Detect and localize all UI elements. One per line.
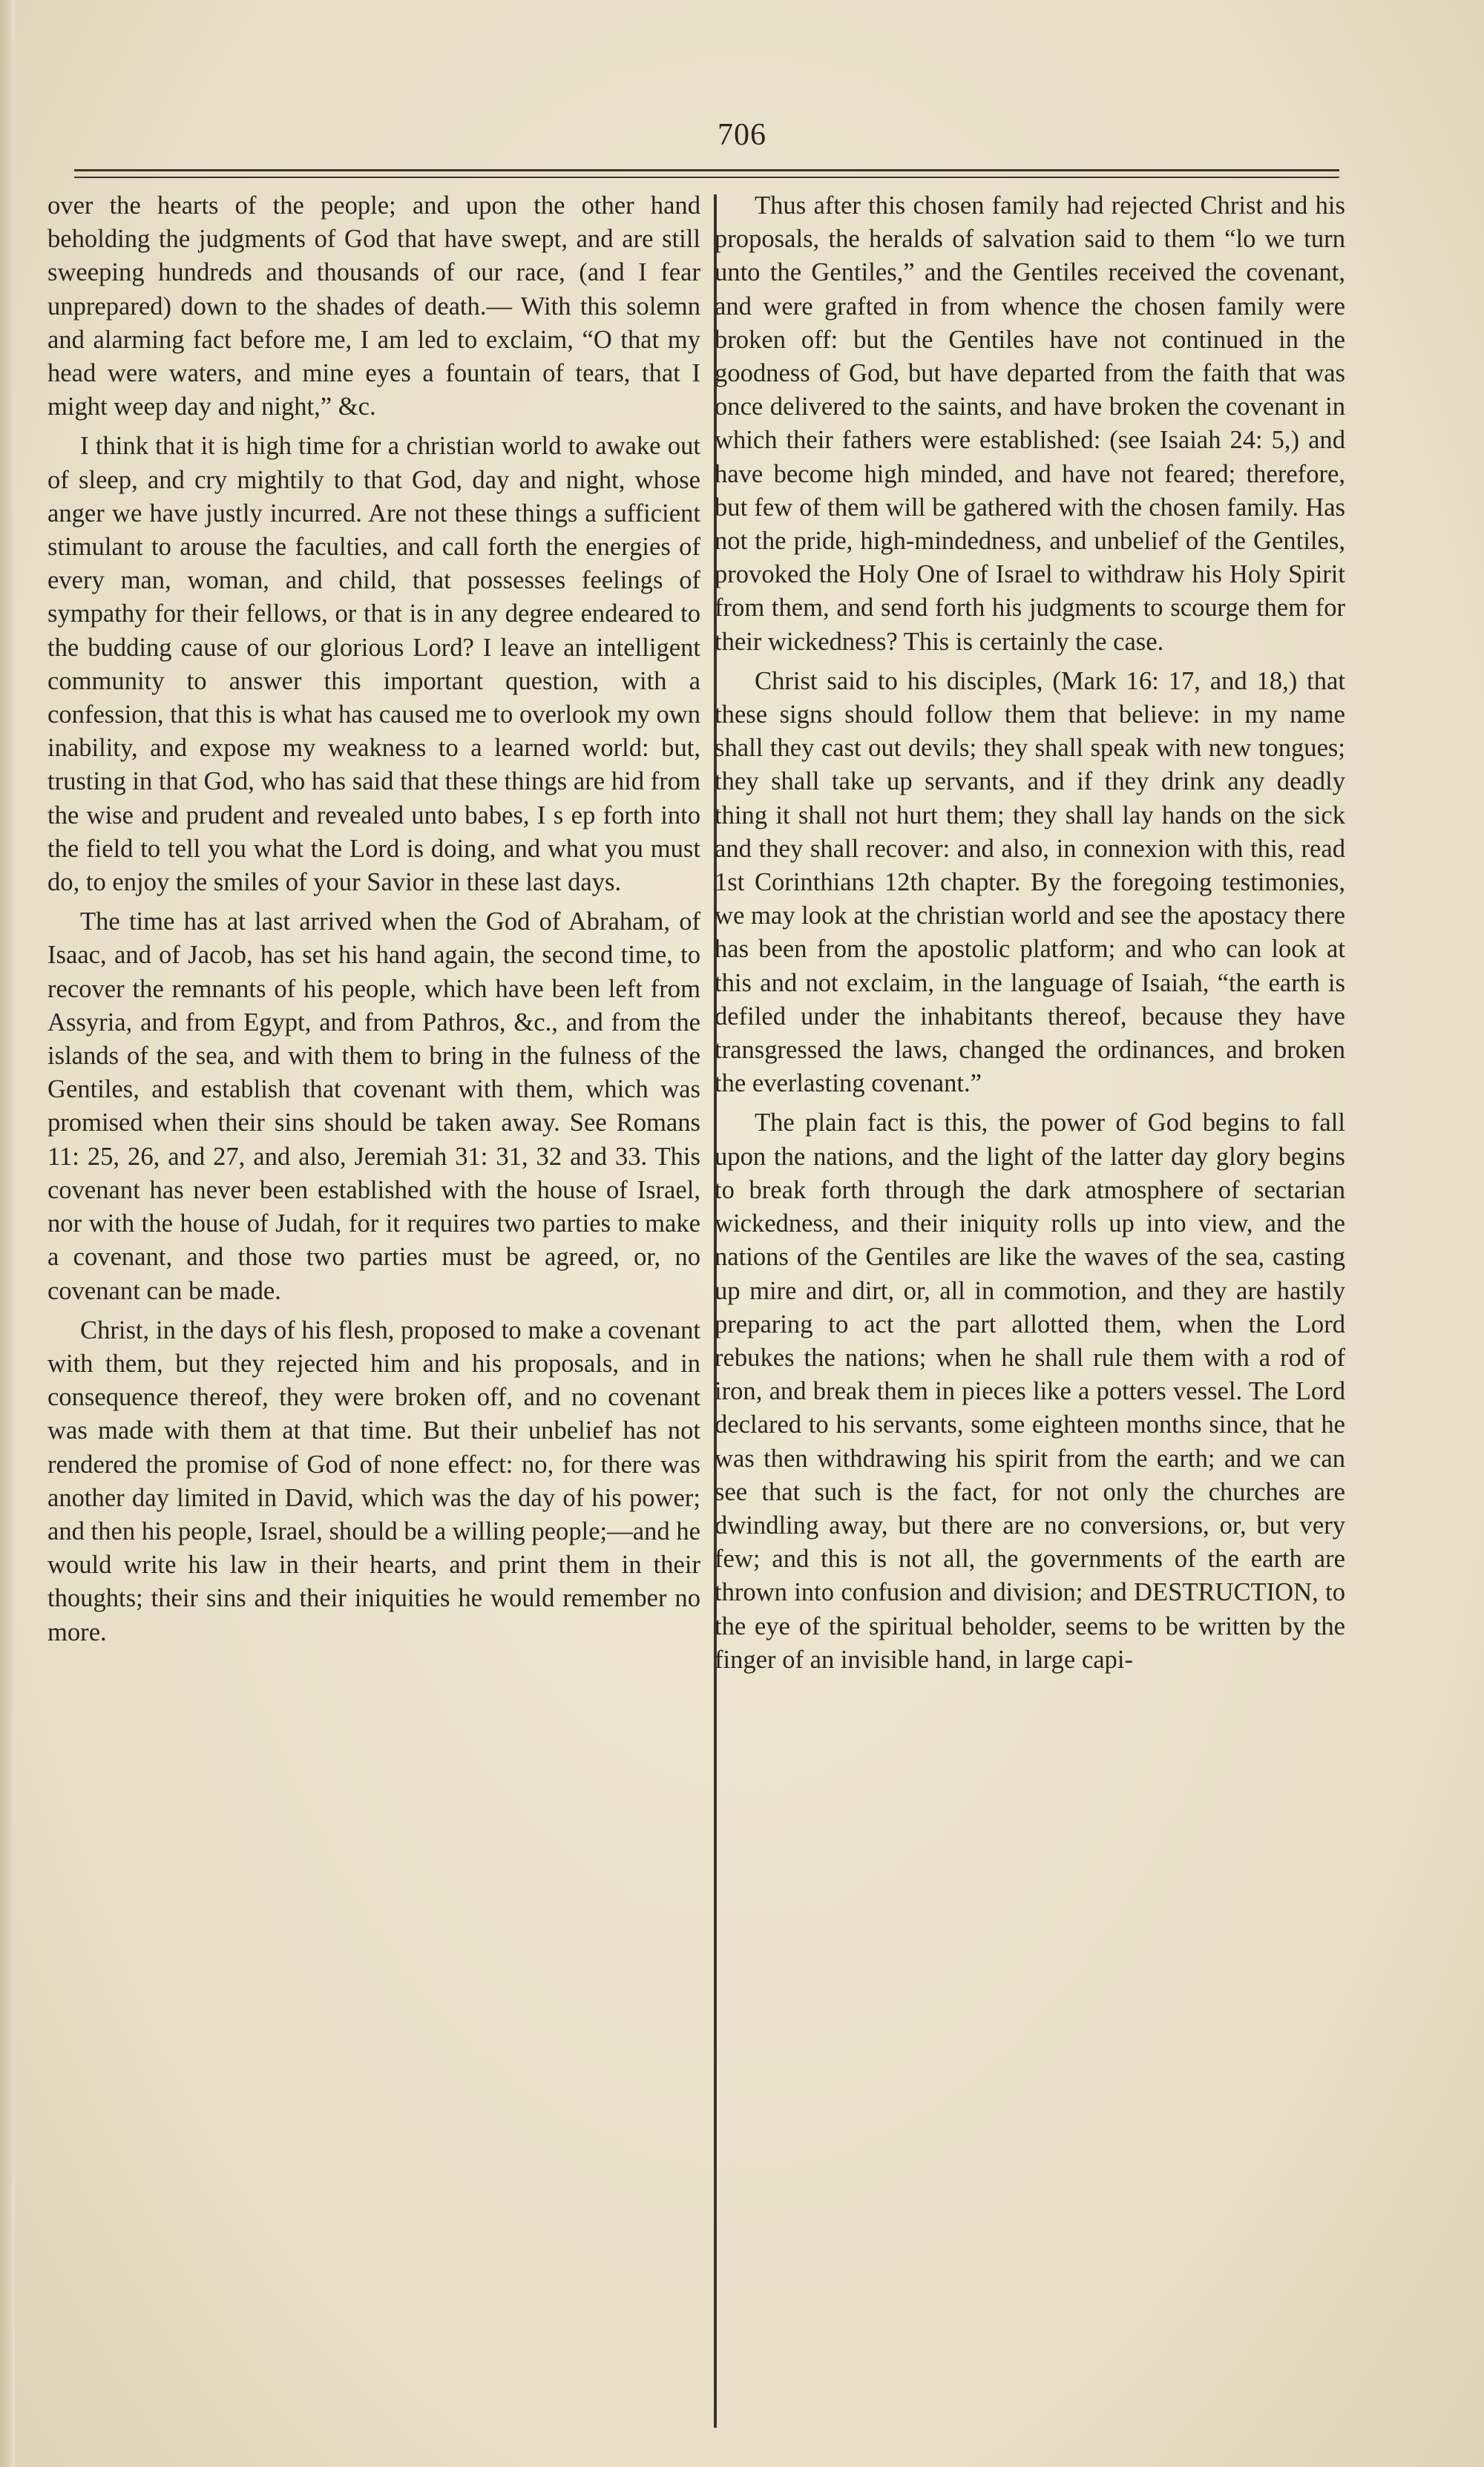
right-paragraph-3: The plain fact is this, the power of God begins to fall upon the nations, and the light of the latter day glory begins to break forth through the dark atmosphere of sectarian wickedness, and their iniquity rolls up into view, and the nations of the Gentiles are like the waves of the sea, casting up mire and dirt, or, all in commotion, and they are hastily preparing to act the part allotted them, when the Lord rebukes the nations; when he shall rule them with a rod of iron, and break them in pieces like a potters vessel. The Lord declared to his servants, some eighteen months since, that he was then withdrawing his spirit from the earth; and we can see that such is the fact, for not only the churches are dwindling away, but there are no conversions, or, but very few; and this is not all, the governments of the earth are thrown into confusion and division; and DESTRUCTION, to the eye of the spiritual beholder, seems to be written by the finger of an invisible hand, in large capi- [715, 1108, 1345, 1674]
left-paragraph-3: The time has at last arrived when the God of Abraham, of Isaac, and of Jacob, has set his hand again, the second time, to recover the remnants of his people, which have been left from Assyria, and from Egypt, and from Pathros, &c., and from the islands of the sea, and with them to bring in the fulness of the Gentiles, and establish that covenant with them, which was promised when their sins should be taken away. See Romans 11: 25, 26, and 27, and also, Jeremiah 31: 31, 32 and 33. This covenant has never been established with the house of Israel, nor with the house of Judah, for it requires two parties to make a covenant, and those two parties must be agreed, or, no covenant can be made. [47, 907, 700, 1305]
binding-edge [0, 0, 15, 2467]
right-paragraph-2: Christ said to his disciples, (Mark 16: 17, and 18,) that these signs should follow them that believe: in my name shall they cast out devils; they shall speak with new tongues; they shall take up servants, and if they drink any deadly thing it shall not hurt them; they shall lay hands on the sick and they shall recover: and also, in connexion with this, read 1st Corinthians 12th chapter. By the foregoing testimonies, we may look at the christian world and see the apostacy there has been from the apostolic platform; and who can look at this and not exclaim, in the language of Isaiah, “the earth is defiled under the inhabitants thereof, because they have transgressed the laws, changed the ordinances, and broken the everlasting covenant.” [715, 666, 1345, 1098]
left-column [47, 189, 700, 1649]
left-paragraph-1: over the hearts of the people; and upon the other hand beholding the judgments of God that have swept, and are still sweeping hundreds and thousands of our race, (and I fear unprepared) down to the shades of death.— With this solemn and alarming fact before me, I am led to exclaim, “O that my head were waters, and mine eyes a fountain of tears, that I might weep day and night,” &c. [47, 191, 700, 421]
page-number: 706 [718, 118, 766, 152]
right-paragraph-1: Thus after this chosen family had rejected Christ and his proposals, the heralds of salvation said to them “lo we turn unto the Gentiles,” and the Gentiles received the covenant, and were grafted in from whence the chosen family were broken off: but the Gentiles have not continued in the goodness of God, but have departed from the faith that was once delivered to the saints, and have broken the covenant in which their fathers were established: (see Isaiah 24: 5,) and have become high minded, and have not feared; therefore, but few of them will be gathered with the chosen family. Has not the pride, high-mindedness, and unbelief of the Gentiles, provoked the Holy One of Israel to withdraw his Holy Spirit from them, and send forth his judgments to scourge them for their wickedness? This is certainly the case. [715, 191, 1345, 656]
left-paragraph-2: I think that it is high time for a christian world to awake out of sleep, and cry mightily to that God, day and night, whose anger we have justly incurred. Are not these things a sufficient stimulant to arouse the faculties, and call forth the energies of every man, woman, and child, that possesses feelings of sympathy for their fellows, or that is in any degree endeared to the budding cause of our glorious Lord? I leave an intelligent community to answer this important question, with a confession, that this is what has caused me to overlook my own inability, and expose my weakness to a learned world: but, trusting in that God, who has said that these things are hid from the wise and prudent and revealed unto babes, I s ep forth into the field to tell you what the Lord is doing, and what you must do, to enjoy the smiles of your Savior in these last days. [47, 432, 700, 897]
header-rule [74, 169, 1339, 171]
left-paragraph-4: Christ, in the days of his flesh, proposed to make a covenant with them, but they rejected him and his proposals, and in consequence thereof, they were broken off, and no covenant was made with them at that time. But their unbelief has not rendered the promise of God of none effect: no, for there was another day limited in David, which was the day of his power; and then his people, Israel, should be a willing people;—and he would write his law in their hearts, and print them in their thoughts; their sins and their iniquities he would remember no more. [47, 1315, 700, 1646]
right-column [715, 189, 1345, 1677]
header-rule-secondary [74, 177, 1339, 178]
